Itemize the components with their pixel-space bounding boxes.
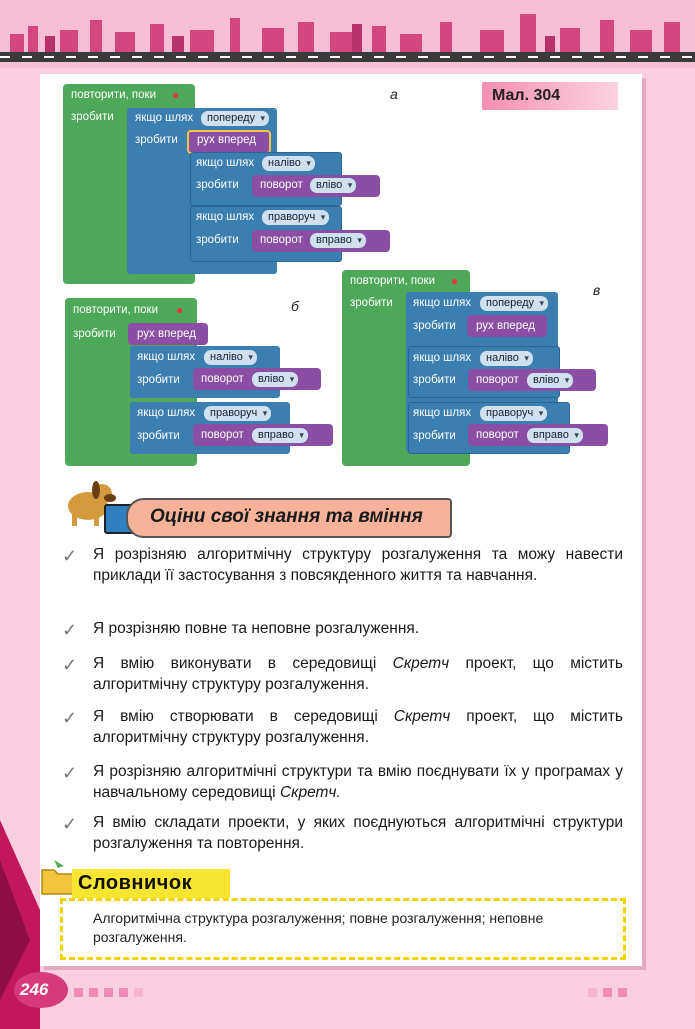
turn-label: поворот — [260, 234, 303, 246]
do-label: зробити — [413, 320, 456, 332]
do-label: зробити — [137, 374, 180, 386]
if-label: якщо шлях — [196, 157, 255, 169]
do-label: зробити — [196, 179, 239, 191]
list-item: Я вмію створювати в середовищі Скретч проект, що містить алгоритмічну структуру розгалуження. — [93, 708, 623, 746]
do-label: зробити — [196, 234, 239, 246]
footer-decoration-right — [588, 988, 627, 997]
location-pin-icon: ● — [176, 303, 184, 317]
figure-label-b: б — [291, 298, 299, 314]
list-item: Я розрізняю алгоритмічні структури та вмію поєднувати їх у програмах у навчальному середовищі Скретч. — [93, 763, 623, 801]
do-label: зробити — [73, 328, 116, 340]
move-label: рух вперед — [197, 134, 256, 146]
do-label: зробити — [135, 134, 178, 146]
top-banner — [0, 0, 695, 68]
list-item: Я розрізняю алгоритмічну структуру розгалуження та можу навести приклади її застосування з повсякденного життя та навчання. — [93, 546, 623, 584]
turn-label: поворот — [201, 373, 244, 385]
glossary-box — [60, 898, 626, 960]
loop-label: повторити, поки — [350, 275, 435, 287]
turn-label: поворот — [476, 429, 519, 441]
turn-label: поворот — [476, 374, 519, 386]
condition-dropdown: праворуч ▾ — [204, 406, 271, 421]
condition-dropdown: наліво ▾ — [204, 350, 257, 365]
if-label: якщо шлях — [413, 352, 472, 364]
condition-dropdown: попереду ▾ — [480, 296, 548, 311]
if-label: якщо шлях — [137, 407, 196, 419]
turn-label: поворот — [260, 179, 303, 191]
glossary-title: Словничок — [72, 869, 230, 899]
page-number-badge: 246 — [14, 972, 68, 1008]
if-label: якщо шлях — [137, 351, 196, 363]
location-pin-icon: ● — [172, 88, 180, 102]
direction-dropdown: вправо ▾ — [310, 233, 366, 248]
footer-decoration-left — [74, 988, 143, 997]
list-item: Я вмію складати проекти, у яких поєднуються алгоритмічні структури розгалуження та повторення. — [93, 814, 623, 852]
checkmark-icon: ✓ — [62, 546, 78, 566]
direction-dropdown: вліво ▾ — [252, 372, 298, 387]
do-label: зробити — [137, 430, 180, 442]
checkmark-icon: ✓ — [62, 620, 78, 640]
move-label: рух вперед — [476, 320, 535, 332]
list-item: Я розрізняю повне та неповне розгалуження. — [93, 620, 420, 637]
if-label: якщо шлях — [135, 112, 194, 124]
figure-caption: Мал. 304 — [482, 82, 618, 110]
glossary-text: Алгоритмічна структура розгалуження; повне розгалуження; неповне розгалуження. — [93, 910, 544, 945]
do-label: зробити — [413, 374, 456, 386]
condition-dropdown: наліво ▾ — [262, 156, 315, 171]
condition-dropdown: праворуч ▾ — [480, 406, 547, 421]
direction-dropdown: вправо ▾ — [252, 428, 308, 443]
do-label: зробити — [413, 430, 456, 442]
figure-label-v: в — [593, 282, 601, 298]
if-label: якщо шлях — [413, 407, 472, 419]
if-label: якщо шлях — [196, 211, 255, 223]
loop-label: повторити, поки — [71, 89, 156, 101]
checkmark-icon: ✓ — [62, 814, 78, 834]
do-label: зробити — [350, 297, 393, 309]
direction-dropdown: вправо ▾ — [527, 428, 583, 443]
condition-dropdown: праворуч ▾ — [262, 210, 329, 225]
direction-dropdown: вліво ▾ — [527, 373, 573, 388]
direction-dropdown: вліво ▾ — [310, 178, 356, 193]
checkmark-icon: ✓ — [62, 655, 78, 675]
road-markings — [0, 56, 695, 58]
if-label: якщо шлях — [413, 297, 472, 309]
condition-dropdown: попереду ▾ — [201, 111, 269, 126]
figure-label-a: а — [390, 86, 398, 102]
checkmark-icon: ✓ — [62, 708, 78, 728]
folder-icon — [40, 856, 76, 896]
move-label: рух вперед — [137, 328, 196, 340]
section-heading: Оціни свої знання та вміння — [126, 498, 452, 538]
do-label: зробити — [71, 111, 114, 123]
loop-label: повторити, поки — [73, 304, 158, 316]
condition-dropdown: наліво ▾ — [480, 351, 533, 366]
list-item: Я вмію виконувати в середовищі Скретч проект, що містить алгоритмічну структуру розгалуження. — [93, 655, 623, 693]
location-pin-icon: ● — [451, 274, 459, 288]
turn-label: поворот — [201, 429, 244, 441]
checkmark-icon: ✓ — [62, 763, 78, 783]
